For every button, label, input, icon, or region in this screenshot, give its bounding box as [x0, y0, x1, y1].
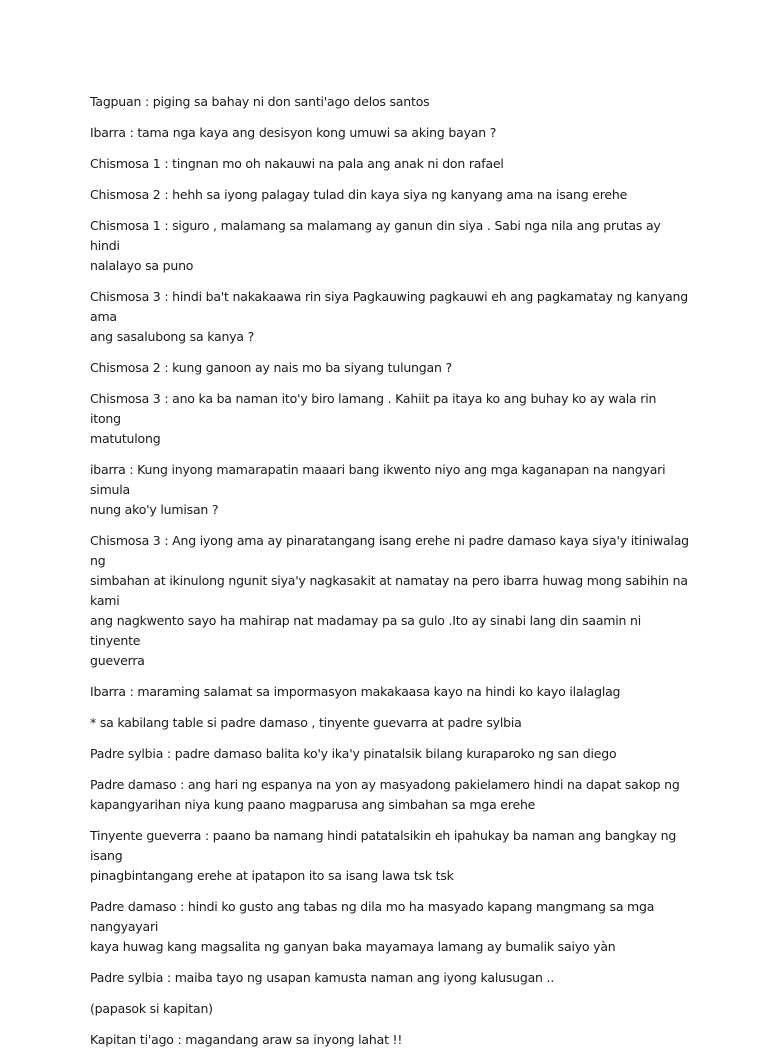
text-line: Padre damaso : hindi ko gusto ang tabas ng dila mo ha masyado kapang mangmang sa mga nangyayari: [90, 899, 655, 934]
text-line: matutulong: [90, 431, 161, 446]
text-line: nalalayo sa puno: [90, 258, 194, 273]
text-line: Padre sylbia : maiba tayo ng usapan kamusta naman ang iyong kalusugan ..: [90, 970, 555, 985]
text-line: ang sasalubong sa kanya ?: [90, 329, 255, 344]
text-line: Ibarra : tama nga kaya ang desisyon kong umuwi sa aking bayan ?: [90, 125, 497, 140]
text-line: kaya huwag kang magsalita ng ganyan baka mayamaya lamang ay bumalik saiyo yàn: [90, 939, 616, 954]
text-line: Chismosa 1 : tingnan mo oh nakauwi na pala ang anak ni don rafael: [90, 156, 504, 171]
dialogue-paragraph: [90, 968, 690, 988]
text-line: Tinyente gueverra : paano ba namang hindi patatalsikin eh ipahukay ba naman ang bangkay ng isang: [90, 828, 677, 863]
text-line: Padre sylbia : padre damaso balita ko'y ika'y pinatalsik bilang kuraparoko ng san diego: [90, 746, 617, 761]
text-line: * sa kabilang table si padre damaso , tinyente guevarra at padre sylbia: [90, 715, 522, 730]
dialogue-paragraph: [90, 1030, 690, 1050]
text-line: ang nagkwento sayo ha mahirap nat madamay pa sa gulo .Ito ay sinabi lang din saamin ni tinyente: [90, 613, 642, 648]
text-line: ibarra : Kung inyong mamarapatin maaari bang ikwento niyo ang mga kaganapan na nangyari simula: [90, 462, 666, 497]
text-line: Chismosa 2 : kung ganoon ay nais mo ba siyang tulungan ?: [90, 360, 452, 375]
dialogue-paragraph: [90, 123, 690, 143]
text-line: Chismosa 1 : siguro , malamang sa malamang ay ganun din siya . Sabi nga nila ang prutas ay hindi: [90, 218, 661, 253]
text-line: simbahan at ikinulong ngunit siya'y nagkasakit at namatay na pero ibarra huwag mong sabihin na kami: [90, 573, 688, 608]
text-line: kapangyarihan niya kung paano magparusa ang simbahan sa mga erehe: [90, 797, 536, 812]
text-line: Chismosa 3 : hindi ba't nakakaawa rin siya Pagkauwing pagkauwi eh ang pagkamatay ng kanyang ama: [90, 289, 688, 324]
text-line: nung ako'y lumisan ?: [90, 502, 219, 517]
dialogue-paragraph: [90, 897, 690, 957]
text-line: Padre damaso : ang hari ng espanya na yon ay masyadong pakielamero hindi na dapat sakop ng: [90, 777, 680, 792]
dialogue-paragraph: [90, 826, 690, 886]
text-line: pinagbintangang erehe at ipatapon ito sa isang lawa tsk tsk: [90, 868, 454, 883]
dialogue-paragraph: [90, 531, 690, 671]
dialogue-paragraph: [90, 389, 690, 449]
text-line: Kapitan ti'ago : magandang araw sa inyong lahat !!: [90, 1032, 403, 1047]
dialogue-paragraph: [90, 185, 690, 205]
text-line: gueverra: [90, 653, 145, 668]
dialogue-paragraph: [90, 713, 690, 733]
dialogue-paragraph: [90, 775, 690, 815]
dialogue-paragraph: [90, 154, 690, 174]
dialogue-paragraph: [90, 216, 690, 276]
dialogue-paragraph: [90, 287, 690, 347]
dialogue-paragraph: [90, 358, 690, 378]
text-line: Ibarra : maraming salamat sa impormasyon makakaasa kayo na hindi ko kayo ilalaglag: [90, 684, 621, 699]
text-line: Chismosa 2 : hehh sa iyong palagay tulad din kaya siya ng kanyang ama na isang erehe: [90, 187, 628, 202]
dialogue-paragraph: [90, 92, 690, 112]
dialogue-paragraph: [90, 682, 690, 702]
text-line: (papasok si kapitan): [90, 1001, 213, 1016]
script-body: [90, 92, 690, 1061]
dialogue-paragraph: [90, 460, 690, 520]
text-line: Chismosa 3 : Ang iyong ama ay pinaratangang isang erehe ni padre damaso kaya siya'y itiniwalag ng: [90, 533, 689, 568]
text-line: Tagpuan : piging sa bahay ni don santi'ago delos santos: [90, 94, 430, 109]
dialogue-paragraph: [90, 999, 690, 1019]
dialogue-paragraph: [90, 744, 690, 764]
text-line: Chismosa 3 : ano ka ba naman ito'y biro lamang . Kahiit pa itaya ko ang buhay ko ay wala rin itong: [90, 391, 657, 426]
